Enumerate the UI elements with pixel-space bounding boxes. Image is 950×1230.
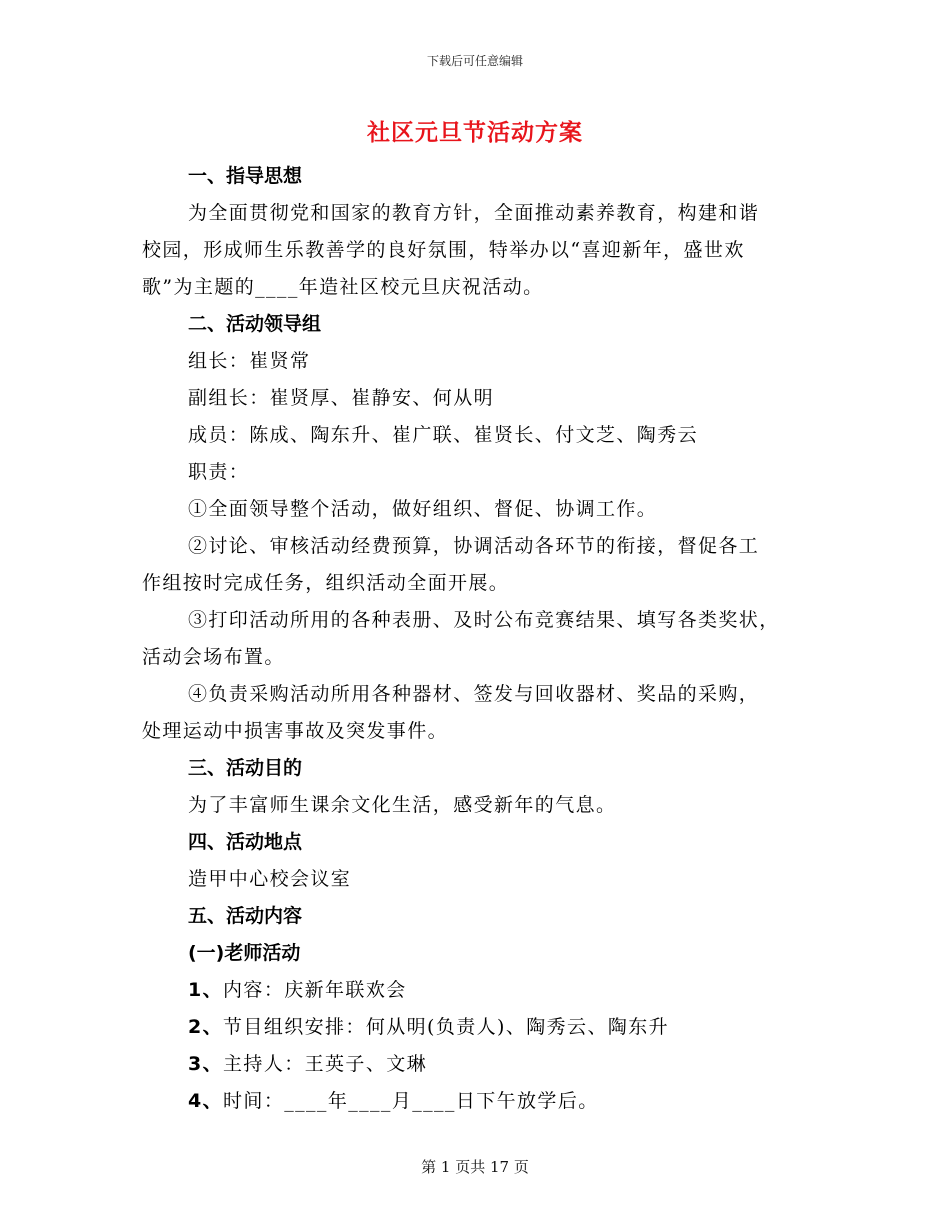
purpose-text: 为了丰富师生课余文化生活，感受新年的气息。 (188, 794, 617, 816)
document-body (142, 158, 822, 1120)
list-item-text: 时间：____年____月____日下午放学后。 (223, 1090, 599, 1112)
section-heading-guiding-ideology: 一、指导思想 (188, 165, 303, 187)
list-item (142, 1083, 822, 1120)
list-item-number: 3、 (188, 1053, 224, 1075)
paragraph-line: 校园，形成师生乐教善学的良好氛围，特举办以“喜迎新年，盛世欢 (142, 239, 745, 261)
list-item-text: 节目组织安排：何从明(负责人)、陶秀云、陶东升 (223, 1016, 670, 1038)
vice-leader-line: 副组长：崔贤厚、崔静安、何从明 (188, 387, 495, 409)
list-item (142, 1009, 822, 1046)
page-footer: 第 1 页共 17 页 (421, 1158, 529, 1176)
list-item (142, 972, 822, 1009)
duty-item-4 (142, 676, 822, 750)
list-item-number: 4、 (188, 1090, 224, 1112)
duty-item-2 (142, 528, 822, 602)
duty-item-3 (142, 602, 822, 676)
subsection-heading-teacher-activity: (一)老师活动 (188, 942, 301, 964)
duty-item-1 (142, 491, 822, 528)
list-item-number: 1、 (188, 979, 224, 1001)
section-heading-purpose: 三、活动目的 (188, 757, 303, 779)
paragraph-guiding-ideology (142, 195, 822, 306)
paragraph-line: ④负责采购活动所用各种器材、签发与回收器材、奖品的采购， (188, 683, 760, 705)
paragraph-line: ③打印活动所用的各种表册、及时公布竞赛结果、填写各类奖状， (188, 609, 780, 631)
section-heading-leadership: 二、活动领导组 (188, 313, 322, 335)
paragraph-line: 处理运动中损害事故及突发事件。 (142, 720, 449, 742)
paragraph-line: ②讨论、审核活动经费预算，协调活动各环节的衔接，督促各工 (188, 535, 760, 557)
document-title: 社区元旦节活动方案 (367, 119, 583, 146)
paragraph-line: 歌”为主题的____年造社区校元旦庆祝活动。 (142, 276, 544, 298)
location-text: 造甲中心校会议室 (188, 868, 352, 890)
paragraph-line: 活动会场布置。 (142, 646, 285, 668)
duty-label: 职责： (188, 461, 250, 483)
paragraph-line: 为全面贯彻党和国家的教育方针，全面推动素养教育，构建和谐 (188, 202, 760, 224)
list-item-text: 主持人：王英子、文琳 (223, 1053, 428, 1075)
section-heading-location: 四、活动地点 (188, 831, 303, 853)
paragraph-line: 作组按时完成任务，组织活动全面开展。 (142, 572, 510, 594)
list-item (142, 1046, 822, 1083)
section-heading-content: 五、活动内容 (188, 905, 303, 927)
paragraph-line: ①全面领导整个活动，做好组织、督促、协调工作。 (188, 498, 658, 520)
leader-line: 组长：崔贤常 (188, 350, 311, 372)
list-item-text: 内容：庆新年联欢会 (223, 979, 407, 1001)
members-line: 成员：陈成、陶东升、崔广联、崔贤长、付文芝、陶秀云 (188, 424, 699, 446)
page-header: 下载后可任意编辑 (426, 54, 523, 68)
list-item-number: 2、 (188, 1016, 224, 1038)
